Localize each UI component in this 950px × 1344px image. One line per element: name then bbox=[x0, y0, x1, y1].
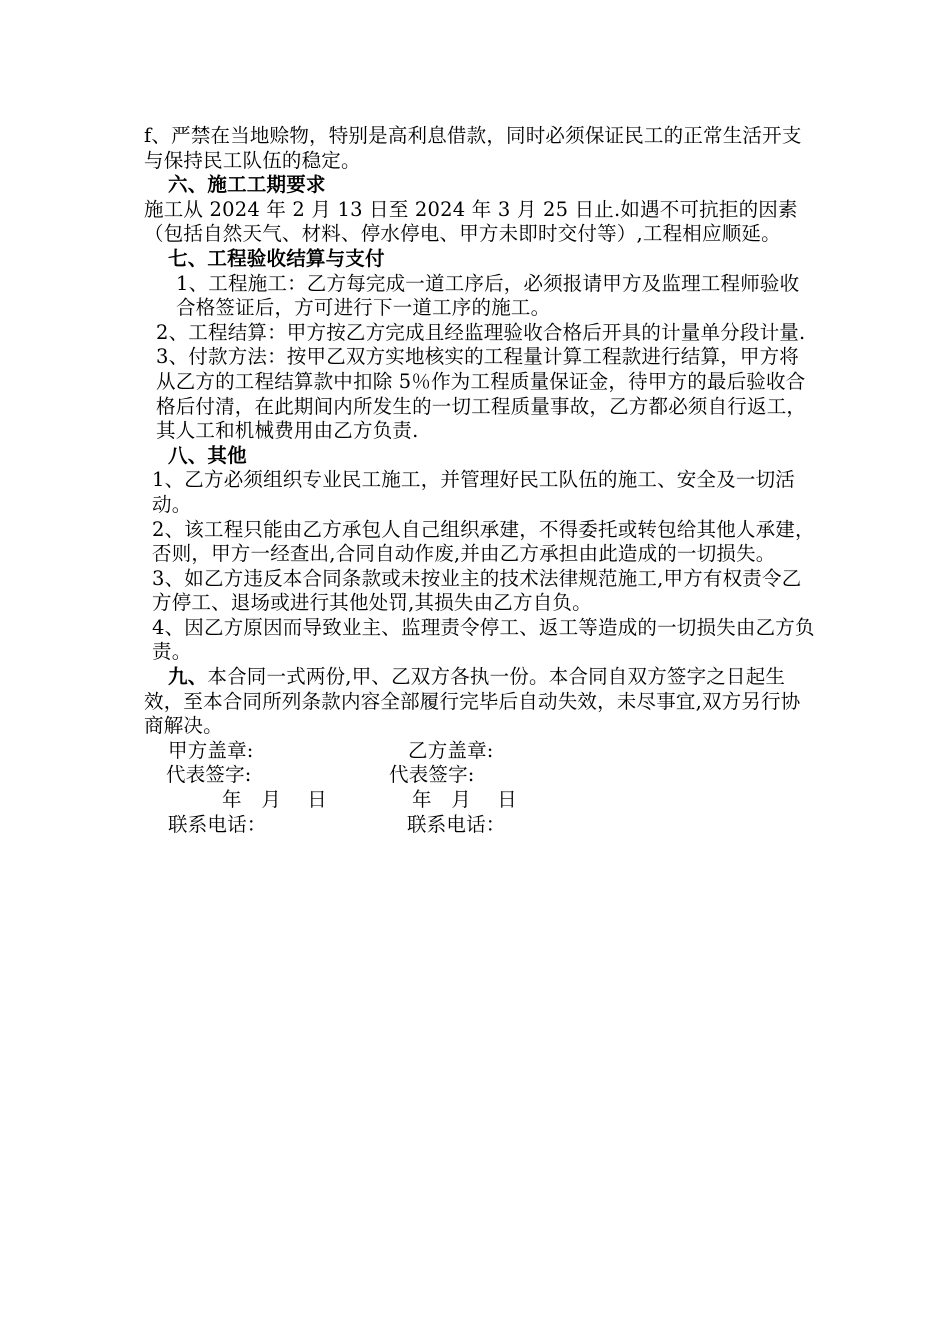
section-6-heading: 六、施工工期要求 bbox=[168, 173, 326, 197]
representative-row bbox=[144, 763, 816, 788]
section-7-heading: 七、工程验收结算与支付 bbox=[168, 246, 385, 270]
seal-row bbox=[144, 739, 816, 764]
section-9-paragraph bbox=[144, 665, 816, 739]
party-a-date: 年 月 日 bbox=[222, 788, 327, 812]
party-b-rep-label: 代表签字: bbox=[389, 763, 475, 787]
party-a-seal-label: 甲方盖章: bbox=[168, 738, 254, 762]
party-b-seal-label: 乙方盖章: bbox=[408, 738, 494, 762]
section-8-item-2: 2、该工程只能由乙方承包人自己组织承建，不得委托或转包给其他人承建，否则，甲方一经查出,合同自动作废,并由乙方承担由此造成的一切损失。 bbox=[152, 517, 815, 566]
section-7-item-3: 3、付款方法：按甲乙双方实地核实的工程量计算工程款进行结算，甲方将从乙方的工程结算款中扣除 5％作为工程质量保证金，待甲方的最后验收合格后付清，在此期间内所发生的一切工程质量事故，乙方都必须自行返工，其人工和机械费用由乙方负责. bbox=[156, 345, 807, 443]
party-a-rep-label: 代表签字: bbox=[166, 763, 252, 787]
clause-f: f、严禁在当地赊物，特别是高利息借款，同时必须保证民工的正常生活开支与保持民工队伍的稳定。 bbox=[144, 124, 802, 172]
section-8-heading: 八、其他 bbox=[168, 443, 247, 467]
contract-page bbox=[144, 124, 816, 837]
section-6-body: 施工从 2024 年 2 月 13 日至 2024 年 3 月 25 日止.如遇不可抗拒的因素（包括自然天气、材料、停水停电、甲方未即时交付等）,工程相应顺延。 bbox=[144, 197, 798, 246]
date-row bbox=[144, 788, 816, 813]
section-8-item-1: 1、乙方必须组织专业民工施工，并管理好民工队伍的施工、安全及一切活动。 bbox=[152, 468, 796, 516]
section-9-lead: 九、 bbox=[168, 665, 208, 689]
section-8-item-4: 4、因乙方原因而导致业主、监理责令停工、返工等造成的一切损失由乙方负责。 bbox=[152, 615, 815, 664]
party-b-date: 年 月 日 bbox=[412, 788, 517, 812]
section-8-item-3: 3、如乙方违反本合同条款或未按业主的技术法律规范施工,甲方有权责令乙方停工、退场或进行其他处罚,其损失由乙方自负。 bbox=[152, 566, 802, 615]
phone-row bbox=[144, 813, 816, 838]
section-7-item-1: 1、工程施工：乙方每完成一道工序后，必须报请甲方及监理工程师验收合格签证后，方可进行下一道工序的施工。 bbox=[176, 271, 800, 320]
party-a-phone-label: 联系电话： bbox=[168, 812, 267, 836]
section-7-item-2: 2、工程结算：甲方按乙方完成且经监理验收合格后开具的计量单分段计量. bbox=[156, 320, 806, 344]
party-b-phone-label: 联系电话： bbox=[407, 812, 506, 836]
section-9-body: 本合同一式两份,甲、乙双方各执一份。本合同自双方签字之日起生效，至本合同所列条款内容全部履行完毕后自动失效，未尽事宜,双方另行协商解决。 bbox=[144, 665, 801, 738]
